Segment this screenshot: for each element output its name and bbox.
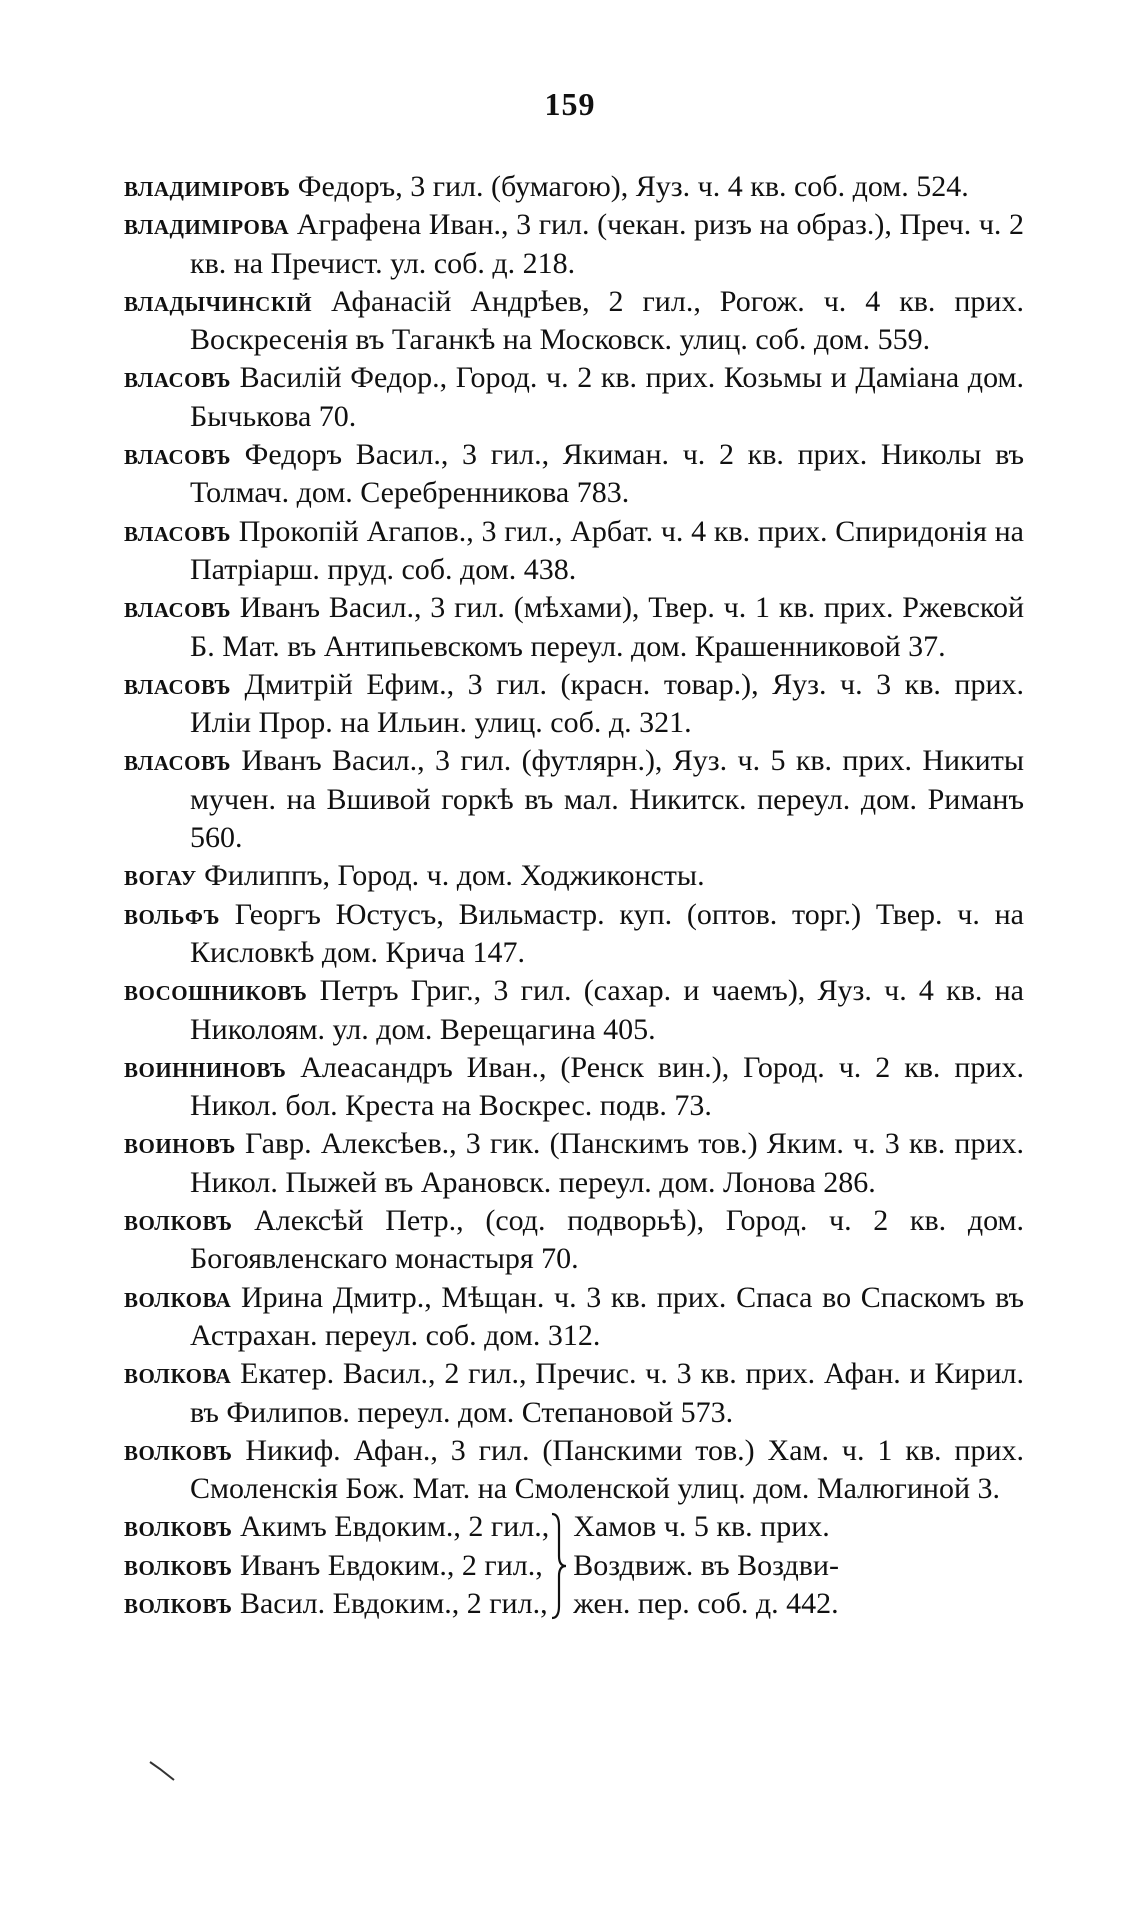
directory-entry xyxy=(124,972,1024,1049)
directory-entry xyxy=(124,1049,1024,1126)
entry-surname: власовъ xyxy=(124,591,231,625)
directory-entry xyxy=(124,168,1024,206)
directory-entry xyxy=(124,1355,1024,1432)
entry-surname: власовъ xyxy=(124,744,231,778)
grouped-entry xyxy=(124,1508,1024,1623)
directory-entry xyxy=(124,359,1024,436)
entry-details: Петръ Григ., 3 гил. (сахар. и чаемъ), Яуз. ч. 4 кв. на Николоям. ул. дом. Верещагина 405. xyxy=(190,974,1024,1046)
right-brace xyxy=(549,1508,569,1623)
grouped-address xyxy=(569,1508,1024,1623)
entry-surname: владычинскiй xyxy=(124,284,313,318)
directory-entry xyxy=(124,206,1024,283)
entry-details: Иванъ Васил., 3 гил. (мѣхами), Твер. ч. 1 кв. прих. Ржевской Б. Мат. въ Антипьевскомъ переул. дом. Крашенниковой 37. xyxy=(190,591,1025,663)
directory-entry xyxy=(124,589,1024,666)
entry-surname: волкова xyxy=(124,1357,232,1391)
entry-surname: волковъ xyxy=(124,1548,233,1582)
directory-entry xyxy=(124,1432,1024,1509)
entry-details: Иванъ Васил., 3 гил. (футлярн.), Яуз. ч. 5 кв. прих. Никиты мучен. на Вшивой горкѣ въ мал. Никитск. переул. дом. Риманъ 560. xyxy=(190,744,1025,855)
entry-details: Филиппъ, Город. ч. дом. Ходжиконсты. xyxy=(204,859,705,893)
entry-surname: власовъ xyxy=(124,514,231,548)
entry-details: Алексѣй Петр., (сод. подворьѣ), Город. ч. 2 кв. дом. Богоявленскаго монастыря 70. xyxy=(190,1204,1025,1276)
directory-entry xyxy=(124,666,1024,743)
grouped-name-line xyxy=(124,1508,549,1546)
entry-surname: власовъ xyxy=(124,438,231,472)
entry-details: Гавр. Алексѣев., 3 гик. (Панскимъ тов.) Яким. ч. 3 кв. прих. Никол. Пыжей въ Арановск. переул. дом. Лонова 286. xyxy=(190,1127,1025,1199)
entry-surname: волкова xyxy=(124,1280,232,1314)
entry-details: Георгъ Юстусъ, Вильмастр. куп. (оптов. торг.) Твер. ч. на Кисловкѣ дом. Крича 147. xyxy=(190,897,1024,969)
grouped-names xyxy=(124,1508,549,1623)
grouped-name-line xyxy=(124,1585,549,1623)
directory-entry xyxy=(124,1202,1024,1279)
entry-details: Ирина Дмитр., Мѣщан. ч. 3 кв. прих. Спаса во Спаскомъ въ Астрахан. переул. соб. дом. 312. xyxy=(190,1280,1025,1352)
entry-surname: волковъ xyxy=(124,1586,233,1620)
entry-details: Екатер. Васил., 2 гил., Пречис. ч. 3 кв. прих. Афан. и Кирил. въ Филипов. переул. дом. Степановой 573. xyxy=(190,1357,1025,1429)
page-number: 159 xyxy=(544,86,596,122)
grouped-name-line xyxy=(124,1547,549,1585)
entry-surname: вольфъ xyxy=(124,897,220,931)
directory-entry xyxy=(124,513,1024,590)
directory-entry xyxy=(124,1125,1024,1202)
directory-entry xyxy=(124,436,1024,513)
directory-entry xyxy=(124,283,1024,360)
entry-details: Никиф. Афан., 3 гил. (Панскими тов.) Хам. ч. 1 кв. прих. Смоленскія Бож. Мат. на Смоленской улиц. дом. Малюгиной 3. xyxy=(190,1433,1025,1506)
entry-surname: власовъ xyxy=(124,667,231,701)
entry-surname: воинниновъ xyxy=(124,1050,287,1084)
entry-surname: власовъ xyxy=(124,361,231,395)
entry-surname: волковъ xyxy=(124,1433,233,1467)
grouped-address-line: Воздвиж. въ Воздви- xyxy=(573,1548,839,1582)
entry-surname: волковъ xyxy=(124,1204,233,1238)
directory-entry xyxy=(124,857,1024,895)
entry-details: Иванъ Евдоким., 2 гил., xyxy=(239,1548,543,1582)
entry-surname: восошниковъ xyxy=(124,974,308,1008)
right-brace-icon xyxy=(549,1512,569,1620)
directory-entry xyxy=(124,896,1024,973)
entry-details: Алеасандръ Иван., (Ренск вин.), Город. ч. 2 кв. прих. Никол. бол. Креста на Воскрес. подв. 73. xyxy=(190,1050,1024,1123)
directory-entries xyxy=(124,168,1024,1623)
entry-surname: волковъ xyxy=(124,1510,233,1544)
directory-entry xyxy=(124,1279,1024,1356)
entry-details: Василій Федор., Город. ч. 2 кв. прих. Козьмы и Даміана дом. Бычькова 70. xyxy=(190,361,1024,433)
entry-details: Васил. Евдоким., 2 гил., xyxy=(239,1586,548,1620)
entry-details: Федоръ Васил., 3 гил., Якиман. ч. 2 кв. прих. Николы въ Толмач. дом. Серебренникова 783. xyxy=(190,438,1024,510)
entry-details: Прокопій Агапов., 3 гил., Арбат. ч. 4 кв. прих. Спиридонія на Патріарш. пруд. соб. дом. 438. xyxy=(190,514,1025,586)
entry-details: Федоръ, 3 гил. (бумагою), Яуз. ч. 4 кв. соб. дом. 524. xyxy=(297,170,969,203)
directory-entry xyxy=(124,742,1024,857)
entry-details: Афанасiй Андрѣев, 2 гил., Рогож. ч. 4 кв. прих. Воскресенія въ Таганкѣ на Московск. улиц. соб. дом. 559. xyxy=(190,284,1024,357)
grouped-address-line: жен. пер. соб. д. 442. xyxy=(573,1586,839,1620)
stray-ink-mark xyxy=(148,1760,178,1782)
entry-details: Акимъ Евдоким., 2 гил., xyxy=(239,1510,550,1544)
entry-surname: владимiровъ xyxy=(124,170,291,203)
entry-surname: вогау xyxy=(124,859,197,893)
entry-surname: воиновъ xyxy=(124,1127,236,1161)
entry-details: Аграфена Иван., 3 гил. (чекан. ризъ на образ.), Преч. ч. 2 кв. на Пречист. ул. соб. д. 218. xyxy=(190,208,1024,280)
entry-details: Дмитрій Ефим., 3 гил. (красн. товар.), Яуз. ч. 3 кв. прих. Иліи Прор. на Ильин. улиц. соб. д. 321. xyxy=(190,667,1025,740)
entry-surname: владимiрова xyxy=(124,208,290,242)
grouped-address-line: Хамов ч. 5 кв. прих. xyxy=(573,1510,830,1544)
